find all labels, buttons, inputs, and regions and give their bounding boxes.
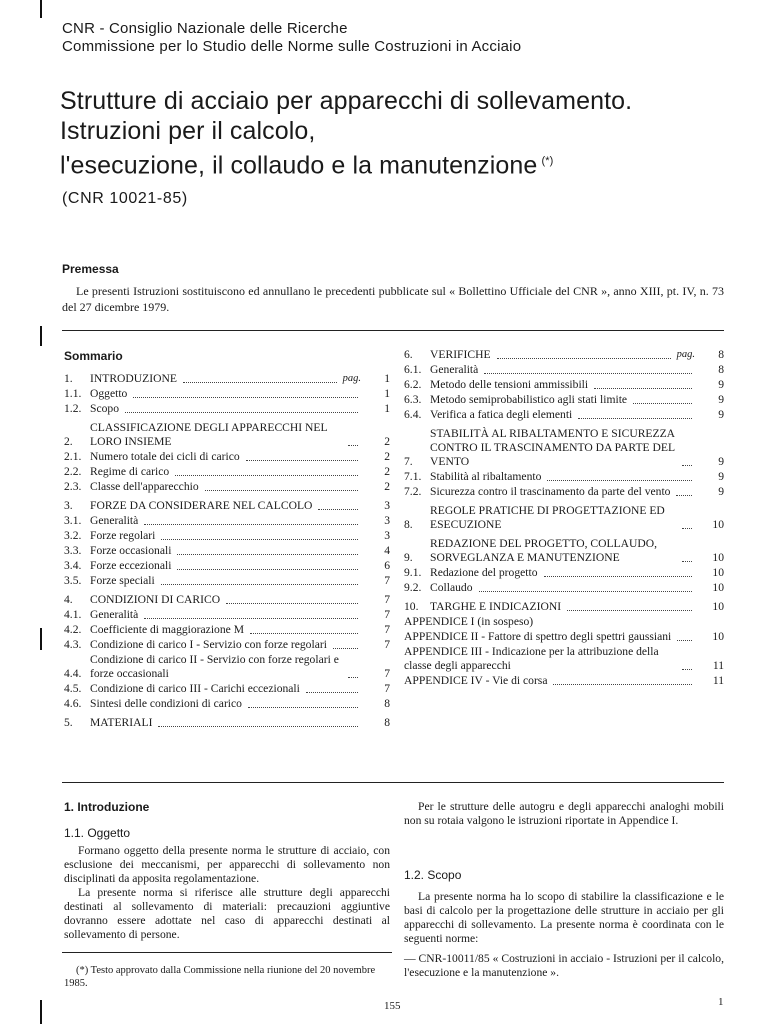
toc-leader-dots: [175, 475, 358, 476]
toc-leader-dots: [205, 490, 358, 491]
toc-entry: [64, 638, 390, 652]
toc-entry-label: Classe dell'apparecchio: [90, 480, 199, 493]
toc-entry-label: Verifica a fatica degli elementi: [430, 408, 573, 421]
toc-entry-label: Condizione di carico I - Servizio con forze regolari: [90, 638, 327, 651]
toc-entry: [64, 544, 390, 558]
toc-entry-number: 7.1.: [404, 470, 422, 483]
toc-entry: [64, 514, 390, 528]
toc-entry-page: 1: [384, 387, 390, 400]
toc-entry-number: 4.6.: [64, 697, 82, 710]
toc-entry-number: 4.2.: [64, 623, 82, 636]
document-title: [60, 86, 740, 180]
toc-leader-dots: [682, 669, 692, 670]
toc-entry: [404, 674, 724, 688]
toc-entry-number: 2.: [64, 435, 73, 448]
toc-entry-label: Condizione di carico III - Carichi eccezionali: [90, 682, 300, 695]
toc-leader-dots: [306, 692, 358, 693]
toc-entry-label: Generalità: [430, 363, 479, 376]
toc-entry-page: 9: [718, 485, 724, 498]
toc-entry-label: Coefficiente di maggiorazione M: [90, 623, 244, 636]
toc-entry-label: Forze eccezionali: [90, 559, 172, 572]
header-commission: Commissione per lo Studio delle Norme sulle Costruzioni in Acciaio: [62, 38, 522, 55]
toc-leader-dots: [348, 677, 358, 678]
toc-leader-dots: [497, 358, 671, 359]
toc-entry-number: 3.2.: [64, 529, 82, 542]
toc-entry-number: 3.3.: [64, 544, 82, 557]
toc-entry: [404, 504, 724, 532]
toc-entry-page: 3: [384, 514, 390, 527]
toc-entry: [64, 387, 390, 401]
toc-entry: [64, 608, 390, 622]
toc-entry-label: FORZE DA CONSIDERARE NEL CALCOLO: [90, 499, 313, 512]
paragraph-scopo: La presente norma ha lo scopo di stabilire la classificazione e le basi di calcolo per la progettazione delle strutture in acciaio per gli apparecchi di sollevamento. La presente norma è coordinata con le seguenti norme:: [404, 890, 724, 945]
toc-leader-dots: [333, 648, 358, 649]
toc-leader-dots: [250, 633, 358, 634]
toc-entry: [64, 623, 390, 637]
toc-entry-label: INTRODUZIONE: [90, 372, 177, 385]
premessa-heading: Premessa: [62, 262, 119, 276]
toc-entry-page: 4: [384, 544, 390, 557]
toc-entry-number: 6.2.: [404, 378, 422, 391]
toc-entry: [404, 393, 724, 407]
toc-entry-page: 3: [384, 499, 390, 512]
toc-entry-number: 1.1.: [64, 387, 82, 400]
toc-entry: [64, 499, 390, 513]
footnote: (*) Testo approvato dalla Commissione nella riunione del 20 novembre 1985.: [64, 965, 376, 989]
toc-entry-number: 4.1.: [64, 608, 82, 621]
toc-entry-page: 10: [712, 581, 724, 594]
toc-entry: [404, 566, 724, 580]
toc-entry-page: 9: [718, 393, 724, 406]
toc-entry-page: 2: [384, 435, 390, 448]
toc-entry-number: 8.: [404, 518, 413, 531]
toc-entry: [404, 537, 724, 565]
toc-entry: [64, 465, 390, 479]
toc-entry-number: 7.: [404, 455, 413, 468]
toc-entry-page: 7: [384, 608, 390, 621]
toc-entry: [64, 402, 390, 416]
toc-entry-label: APPENDICE IV - Vie di corsa: [404, 674, 548, 687]
toc-entry-page: 9: [718, 455, 724, 468]
toc-entry-number: 4.5.: [64, 682, 82, 695]
toc-left-column: [64, 372, 390, 730]
toc-leader-dots: [144, 524, 358, 525]
toc-entry-label: REDAZIONE DEL PROGETTO, COLLAUDO, SORVEGLANZA E MANUTENZIONE: [430, 537, 660, 564]
toc-leader-dots: [348, 445, 358, 446]
toc-entry-page: 8: [384, 697, 390, 710]
premessa-text: Le presenti Istruzioni sostituiscono ed annullano le precedenti pubblicate sul « Bollettino Ufficiale del CNR », anno XIII, pt. IV, n. 73 del 27 dicembre 1979.: [62, 284, 724, 314]
toc-leader-dots: [682, 465, 692, 466]
toc-entry-number: 3.1.: [64, 514, 82, 527]
toc-entry-label: Redazione del progetto: [430, 566, 538, 579]
toc-leader-dots: [479, 591, 692, 592]
toc-entry-label: Numero totale dei cicli di carico: [90, 450, 240, 463]
toc-entry-number: 9.: [404, 551, 413, 564]
toc-entry-page: 2: [384, 480, 390, 493]
toc-entry-number: 6.1.: [404, 363, 422, 376]
toc-entry: [404, 615, 724, 629]
toc-entry-label: APPENDICE I (in sospeso): [404, 615, 534, 628]
toc-leader-dots: [676, 495, 692, 496]
toc-entry-number: 6.: [404, 348, 413, 361]
toc-entry-page: 6: [384, 559, 390, 572]
toc-entry-number: 4.3.: [64, 638, 82, 651]
corner-mark: 1: [718, 996, 724, 1008]
toc-entry: [404, 630, 724, 644]
toc-entry-page: 10: [712, 518, 724, 531]
toc-leader-dots: [547, 480, 692, 481]
toc-entry-label: REGOLE PRATICHE DI PROGETTAZIONE ED ESECUZIONE: [430, 504, 668, 531]
toc-entry-label: CONDIZIONI DI CARICO: [90, 593, 221, 606]
page-number: 155: [384, 1000, 401, 1012]
margin-mark: [40, 0, 42, 18]
toc-entry-number: 9.1.: [404, 566, 422, 579]
paragraph-norm-reference: — CNR-10011/85 « Costruzioni in acciaio - Istruzioni per il calcolo, l'esecuzione e la manutenzione ».: [404, 952, 724, 979]
toc-leader-dots: [544, 576, 692, 577]
paragraph-autogru: Per le strutture delle autogru e degli apparecchi analoghi mobili non su rotaia valgono le istruzioni riportate in Appendice I.: [404, 800, 724, 827]
toc-entry-number: 3.4.: [64, 559, 82, 572]
footnote-divider: [62, 952, 392, 953]
toc-entry: [404, 378, 724, 392]
toc-entry-page: 10: [712, 600, 724, 613]
toc-leader-dots: [161, 584, 358, 585]
toc-entry-label: Metodo delle tensioni ammissibili: [430, 378, 589, 391]
toc-entry-page: 7: [384, 623, 390, 636]
toc-entry: [404, 645, 724, 673]
toc-entry: [64, 653, 390, 681]
toc-entry-page: 9: [718, 378, 724, 391]
toc-entry-label: Regime di carico: [90, 465, 170, 478]
toc-entry-page: 9: [718, 470, 724, 483]
toc-leader-dots: [553, 684, 692, 685]
toc-entry-label: Forze speciali: [90, 574, 155, 587]
toc-leader-dots: [133, 397, 358, 398]
toc-entry-number: 3.: [64, 499, 73, 512]
toc-entry-page: 7: [384, 574, 390, 587]
toc-entry-number: 10.: [404, 600, 419, 613]
toc-entry: [64, 593, 390, 607]
toc-entry-page: 8: [718, 363, 724, 376]
toc-entry-page: 1: [384, 402, 390, 415]
toc-entry-label: MATERIALI: [90, 716, 153, 729]
toc-entry-page: 3: [384, 529, 390, 542]
toc-leader-dots: [594, 388, 692, 389]
toc-entry-label: Sintesi delle condizioni di carico: [90, 697, 242, 710]
sommario-heading: Sommario: [64, 349, 123, 363]
toc-entry-number: 6.3.: [404, 393, 422, 406]
toc-entry-label: STABILITÀ AL RIBALTAMENTO E SICUREZZA CONTRO IL TRASCINAMENTO DA PARTE DEL VENTO: [430, 427, 678, 468]
toc-entry-number: 3.5.: [64, 574, 82, 587]
toc-leader-dots: [246, 460, 358, 461]
toc-entry-label: VERIFICHE: [430, 348, 491, 361]
toc-leader-dots: [484, 373, 692, 374]
toc-entry-label: Sicurezza contro il trascinamento da parte del vento: [430, 485, 671, 498]
subsection-heading-oggetto: 1.1. Oggetto: [64, 826, 131, 840]
toc-entry: [64, 574, 390, 588]
toc-leader-dots: [578, 418, 692, 419]
toc-entry-number: 7.2.: [404, 485, 422, 498]
toc-entry: [404, 408, 724, 422]
toc-entry-label: APPENDICE II - Fattore di spettro degli spettri gaussiani: [404, 630, 672, 643]
toc-entry: [404, 600, 724, 614]
toc-entry: [64, 421, 390, 449]
toc-entry-number: 9.2.: [404, 581, 422, 594]
toc-entry: [64, 480, 390, 494]
toc-leader-dots: [177, 569, 358, 570]
toc-entry-page: 7: [384, 593, 390, 606]
toc-entry-label: Forze regolari: [90, 529, 156, 542]
toc-entry-number: 2.3.: [64, 480, 82, 493]
toc-entry-page: 10: [712, 551, 724, 564]
margin-mark: [40, 326, 42, 346]
toc-leader-dots: [677, 640, 692, 641]
toc-entry-page: 10: [712, 630, 724, 643]
toc-entry: [64, 559, 390, 573]
toc-leader-dots: [318, 509, 358, 510]
toc-entry-page: 7: [384, 682, 390, 695]
margin-mark: [40, 628, 42, 650]
toc-leader-dots: [125, 412, 358, 413]
toc-entry-page: 10: [712, 566, 724, 579]
toc-leader-dots: [633, 403, 692, 404]
document-code: (CNR 10021-85): [62, 190, 188, 207]
toc-entry-number: 4.4.: [64, 667, 82, 680]
toc-entry-label: Collaudo: [430, 581, 473, 594]
toc-entry-label: APPENDICE III - Indicazione per la attribuzione della classe degli apparecchi: [404, 645, 662, 672]
toc-entry: [64, 716, 390, 730]
toc-entry-number: 4.: [64, 593, 73, 606]
title-line-2: Istruzioni per il calcolo,: [60, 117, 316, 145]
toc-entry-label: Generalità: [90, 514, 139, 527]
toc-entry: [64, 682, 390, 696]
toc-entry-number: 6.4.: [404, 408, 422, 421]
toc-entry: [64, 372, 390, 386]
toc-right-column: [404, 348, 724, 688]
divider: [62, 330, 724, 331]
toc-leader-dots: [248, 707, 358, 708]
toc-entry-label: TARGHE E INDICAZIONI: [430, 600, 562, 613]
toc-entry: [64, 450, 390, 464]
toc-entry-number: 2.1.: [64, 450, 82, 463]
toc-leader-dots: [682, 561, 692, 562]
divider: [62, 782, 724, 783]
toc-entry-label: Condizione di carico II - Servizio con forze regolari e forze occasionali: [90, 653, 342, 680]
toc-entry-page: 11: [712, 674, 724, 687]
toc-leader-dots: [158, 726, 358, 727]
toc-entry-number: 2.2.: [64, 465, 82, 478]
toc-entry: [404, 348, 724, 362]
toc-entry-page: 1: [384, 372, 390, 385]
toc-entry-label: Forze occasionali: [90, 544, 172, 557]
toc-entry-label: Generalità: [90, 608, 139, 621]
toc-entry-number: 5.: [64, 716, 73, 729]
toc-entry: [404, 581, 724, 595]
title-line-3-text: l'esecuzione, il collaudo e la manutenzione: [60, 151, 538, 180]
toc-entry-label: CLASSIFICAZIONE DEGLI APPARECCHI NEL LORO INSIEME: [90, 421, 331, 448]
toc-entry: [404, 363, 724, 377]
toc-leader-dots: [183, 382, 337, 383]
header-organization: CNR - Consiglio Nazionale delle Ricerche: [62, 20, 348, 37]
toc-entry-label: Oggetto: [90, 387, 128, 400]
toc-entry-page: 7: [384, 667, 390, 680]
toc-leader-dots: [226, 603, 358, 604]
toc-entry-label: Metodo semiprobabilistico agli stati limite: [430, 393, 628, 406]
toc-entry-page: 2: [384, 465, 390, 478]
section-heading-introduzione: 1. Introduzione: [64, 800, 150, 814]
toc-entry-number: 1.2.: [64, 402, 82, 415]
toc-entry: [404, 470, 724, 484]
toc-leader-dots: [177, 554, 358, 555]
toc-leader-dots: [144, 618, 358, 619]
toc-entry-page: 9: [718, 408, 724, 421]
toc-entry-label: Scopo: [90, 402, 119, 415]
paragraph-oggetto-2: La presente norma si riferisce alle strutture degli apparecchi destinati al sollevamento di materiali: precauzioni aggiuntive dovranno essere adottate nel caso di apparecchi destinati al sollevamento di persone.: [64, 886, 390, 941]
title-line-1: Strutture di acciaio per apparecchi di sollevamento.: [60, 87, 633, 115]
toc-entry-page: 8: [384, 716, 390, 729]
toc-entry-number: 1.: [64, 372, 73, 385]
toc-pag-label: pag.: [342, 373, 361, 384]
toc-leader-dots: [161, 539, 358, 540]
toc-entry: [404, 427, 724, 469]
margin-mark: [40, 1000, 42, 1024]
toc-entry-page: 8: [718, 348, 724, 361]
toc-entry: [64, 697, 390, 711]
toc-entry-page: 2: [384, 450, 390, 463]
paragraph-oggetto-1: Formano oggetto della presente norma le strutture di acciaio, con esclusione dei meccanismi, per apparecchi di sollevamento non disciplinati da apposita regolamentazione.: [64, 844, 390, 885]
title-line-3: [60, 146, 740, 180]
footnote-marker: (*): [541, 155, 554, 167]
toc-pag-label: pag.: [676, 349, 695, 360]
toc-leader-dots: [567, 610, 692, 611]
toc-entry-page: 7: [384, 638, 390, 651]
toc-entry: [64, 529, 390, 543]
toc-entry: [404, 485, 724, 499]
toc-entry-label: Stabilità al ribaltamento: [430, 470, 542, 483]
toc-leader-dots: [682, 528, 692, 529]
subsection-heading-scopo: 1.2. Scopo: [404, 868, 462, 882]
toc-entry-page: 11: [712, 659, 724, 672]
